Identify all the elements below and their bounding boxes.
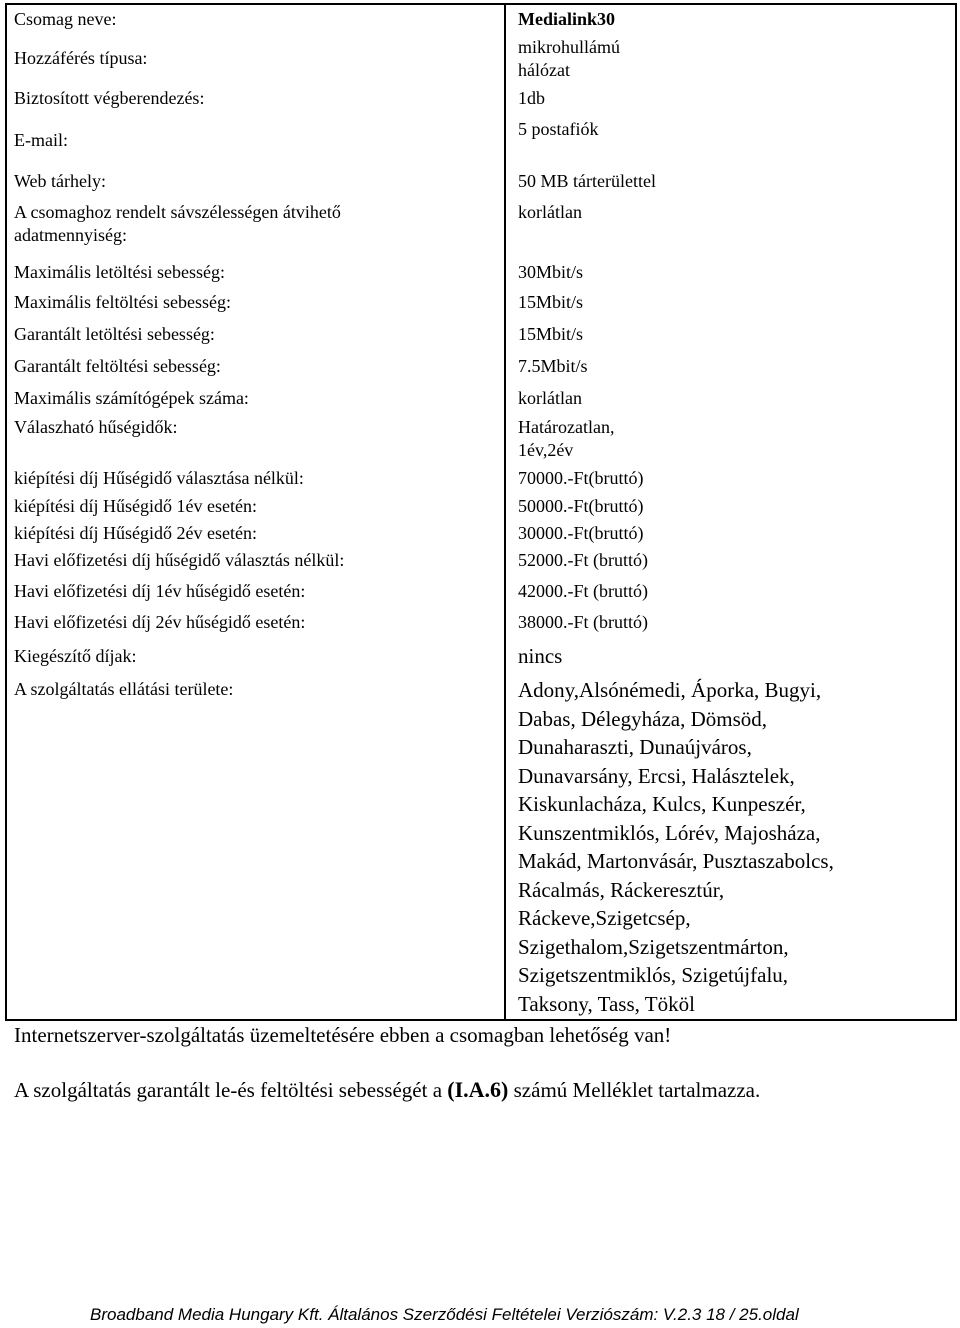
label-package-name: Csomag neve: xyxy=(14,9,117,29)
service-area-line: Makád, Martonvásár, Pusztaszabolcs, xyxy=(518,849,834,873)
value-email: 5 postafiók xyxy=(518,119,599,139)
label-max-computers: Maximális számítógépek száma: xyxy=(14,388,249,408)
guarantee-prefix: A szolgáltatás garantált le-és feltöltési sebességét a xyxy=(14,1078,448,1102)
value-max-computers: korlátlan xyxy=(518,388,582,408)
label-setup-fee-2y: kiépítési díj Hűségidő 2év esetén: xyxy=(14,523,257,543)
label-monthly-fee-1y: Havi előfizetési díj 1év hűségidő esetén: xyxy=(14,581,306,601)
guarantee-suffix: számú Melléklet tartalmazza. xyxy=(508,1078,761,1102)
column-divider xyxy=(504,3,506,1021)
service-area-line: Taksony, Tass, Tököl xyxy=(518,991,695,1016)
label-monthly-fee-none: Havi előfizetési díj hűségidő választás nélkül: xyxy=(14,550,345,570)
label-commitment-options: Válaszható hűségidők: xyxy=(14,417,178,437)
label-extra-fees: Kiegészítő díjak: xyxy=(14,646,137,666)
label-guaranteed-download: Garantált letöltési sebesség: xyxy=(14,324,215,344)
service-area-line: Kiskunlacháza, Kulcs, Kunpeszér, xyxy=(518,792,806,816)
value-commitment-options: Határozatlan, 1év,2év xyxy=(518,417,615,460)
page-footer: Broadband Media Hungary Kft. Általános Szerződési Feltételei Verziószám: V.2.3 18 / 25.oldal xyxy=(90,1305,799,1324)
value-setup-fee-1y: 50000.-Ft(bruttó) xyxy=(518,496,644,516)
value-setup-fee-none: 70000.-Ft(bruttó) xyxy=(518,468,644,488)
value-access-type: mikrohullámú hálózat xyxy=(518,37,620,80)
service-area-line: Rácalmás, Ráckeresztúr, xyxy=(518,877,725,902)
label-setup-fee-1y: kiépítési díj Hűségidő 1év esetén: xyxy=(14,496,257,516)
service-area-line: Kunszentmiklós, Lórév, Majosháza, xyxy=(518,820,821,845)
label-data-volume: A csomaghoz rendelt sávszélességen átvihető adatmennyiség: xyxy=(14,202,341,245)
value-data-volume: korlátlan xyxy=(518,202,582,222)
label-access-type: Hozzáférés típusa: xyxy=(14,48,148,68)
value-device: 1db xyxy=(518,88,545,108)
service-area-line: Dunavarsány, Ercsi, Halásztelek, xyxy=(518,763,795,788)
label-setup-fee-none: kiépítési díj Hűségidő választása nélkül: xyxy=(14,468,304,488)
server-note: Internetszerver-szolgáltatás üzemeltetésére ebben a csomagban lehetőség van! xyxy=(14,1023,672,1047)
label-web-storage: Web tárhely: xyxy=(14,171,107,191)
label-email: E-mail: xyxy=(14,130,68,150)
service-area-line: Dabas, Délegyháza, Dömsöd, xyxy=(518,706,768,731)
service-area-line: Szigetszentmiklós, Szigetújfalu, xyxy=(518,963,789,987)
value-package-name: Medialink30 xyxy=(518,9,616,29)
annex-reference: (I.A.6) xyxy=(447,1077,509,1102)
value-max-upload: 15Mbit/s xyxy=(518,292,584,312)
value-max-download: 30Mbit/s xyxy=(518,262,584,282)
label-monthly-fee-2y: Havi előfizetési díj 2év hűségidő esetén: xyxy=(14,612,306,632)
value-web-storage: 50 MB tárterülettel xyxy=(518,171,656,191)
value-setup-fee-2y: 30000.-Ft(bruttó) xyxy=(518,523,644,543)
guarantee-note xyxy=(14,1076,760,1104)
service-area-line: Ráckeve,Szigetcsép, xyxy=(518,906,691,930)
label-max-upload: Maximális feltöltési sebesség: xyxy=(14,292,231,312)
service-area-line: Adony,Alsónémedi, Áporka, Bugyi, xyxy=(518,678,822,702)
label-max-download: Maximális letöltési sebesség: xyxy=(14,262,225,282)
value-guaranteed-upload: 7.5Mbit/s xyxy=(518,356,588,376)
value-monthly-fee-2y: 38000.-Ft (bruttó) xyxy=(518,612,648,632)
value-monthly-fee-1y: 42000.-Ft (bruttó) xyxy=(518,581,648,601)
service-area-line: Szigethalom,Szigetszentmárton, xyxy=(518,934,789,959)
service-area-line: Dunaharaszti, Dunaújváros, xyxy=(518,735,752,759)
label-service-area: A szolgáltatás ellátási területe: xyxy=(14,679,234,699)
label-device: Biztosított végberendezés: xyxy=(14,88,205,108)
value-monthly-fee-none: 52000.-Ft (bruttó) xyxy=(518,550,648,570)
value-extra-fees: nincs xyxy=(518,644,563,668)
value-guaranteed-download: 15Mbit/s xyxy=(518,324,584,344)
label-guaranteed-upload: Garantált feltöltési sebesség: xyxy=(14,356,221,376)
